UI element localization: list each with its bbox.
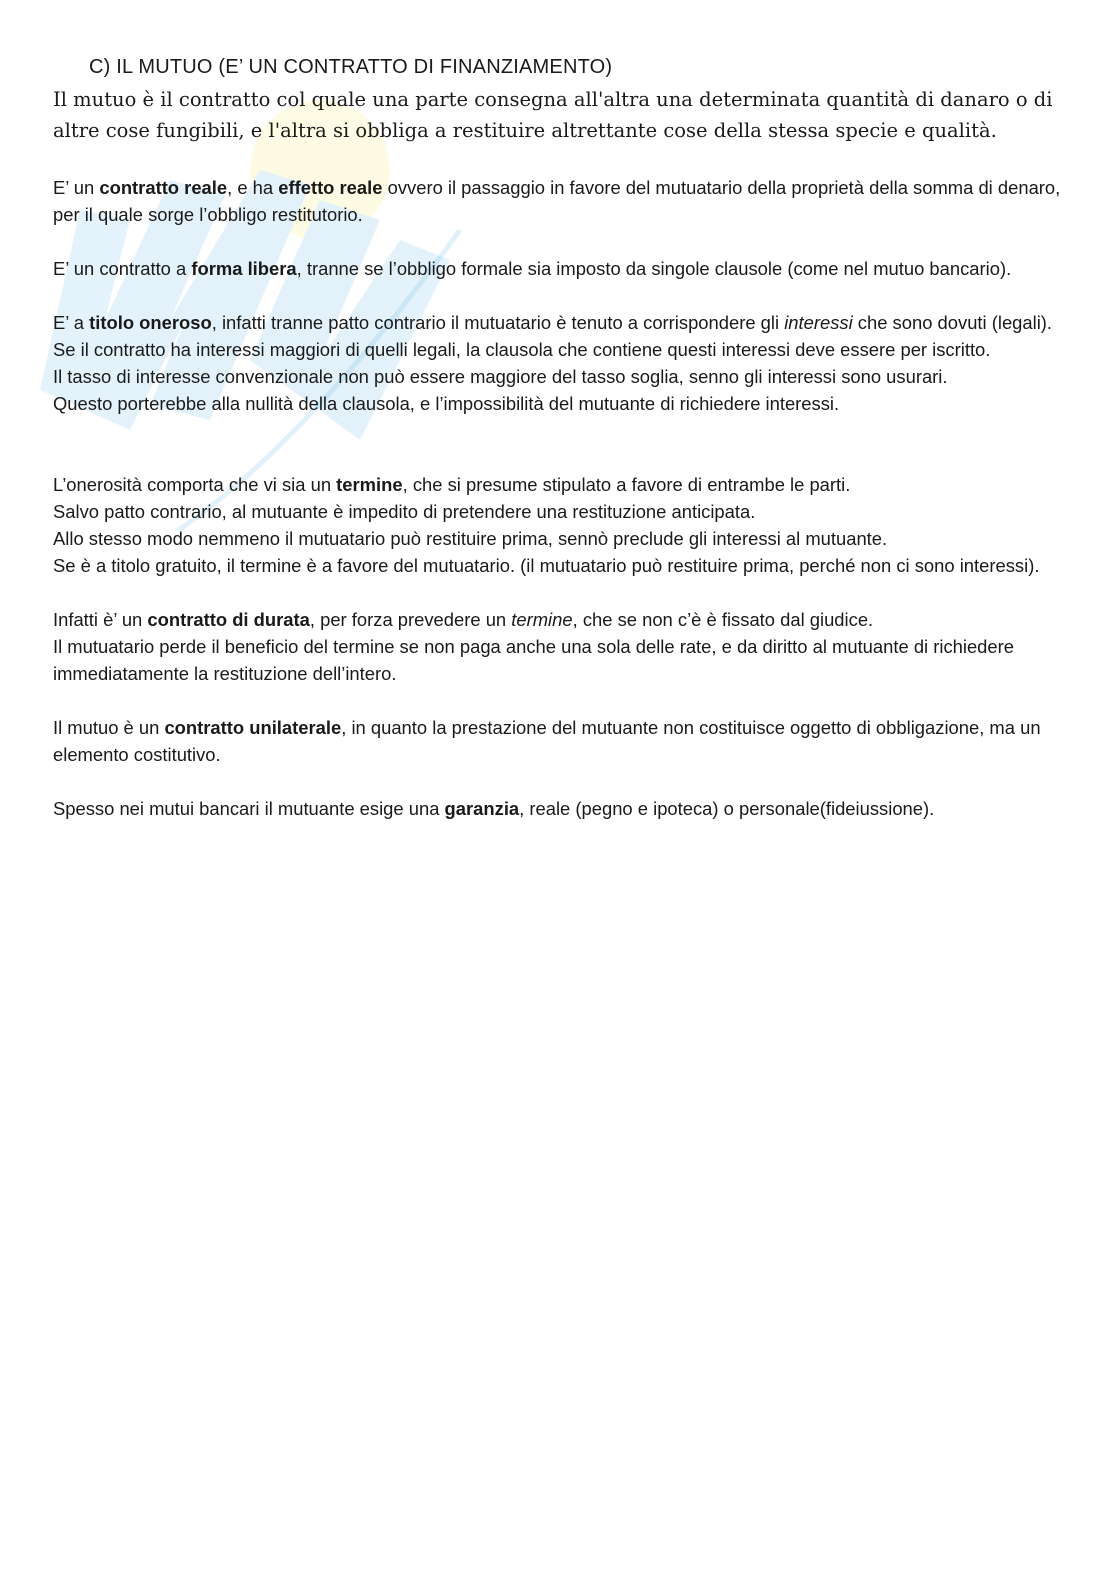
paragraph-garanzia <box>53 795 1063 822</box>
paragraph-line <box>53 606 1063 633</box>
bold-term: titolo oneroso <box>89 312 212 333</box>
text-run: L’onerosità comporta che vi sia un <box>53 474 337 495</box>
bold-term: contratto unilaterale <box>164 717 342 738</box>
text-run: , tranne se l’obbligo formale sia imposto da singole clausole (come nel mutuo bancario). <box>296 258 1012 279</box>
text-run: , in quanto la prestazione del mutuante non costituisce oggetto di obbligazione, ma un elemento costitutivo. <box>53 717 1041 765</box>
paragraph-line: Allo stesso modo nemmeno il mutuatario può restituire prima, sennò preclude gli interessi al mutuante. <box>53 528 888 549</box>
paragraph-contratto-durata <box>53 606 1063 687</box>
italic-term: termine <box>511 609 573 630</box>
text-run: , che si presume stipulato a favore di entrambe le parti. <box>402 474 851 495</box>
document-page <box>53 54 1063 849</box>
paragraph-forma-libera <box>53 255 1063 282</box>
bold-term: garanzia <box>444 798 520 819</box>
paragraph-contratto-reale <box>53 174 1063 228</box>
paragraph-line: Se il contratto ha interessi maggiori di quelli legali, la clausola che contiene questi interessi deve essere per iscritto. <box>53 339 991 360</box>
paragraph-contratto-unilaterale <box>53 714 1063 768</box>
paragraph-line: Se è a titolo gratuito, il termine è a favore del mutuatario. (il mutuatario può restituire prima, perché non ci sono interessi). <box>53 555 1040 576</box>
text-run: Spesso nei mutui bancari il mutuante esige una <box>53 798 445 819</box>
bold-term: effetto reale <box>278 177 383 198</box>
section-heading: C) IL MUTUO (E’ UN CONTRATTO DI FINANZIAMENTO) <box>89 56 613 78</box>
text-run: che sono dovuti (legali). <box>852 312 1053 333</box>
text-run: , reale (pegno e ipoteca) o personale(fideiussione). <box>519 798 935 819</box>
paragraph-line: Il mutuatario perde il beneficio del termine se non paga anche una sola delle rate, e da diritto al mutuante di richiedere immediatamente la restituzione dell’intero. <box>53 636 1014 684</box>
italic-term: interessi <box>784 312 853 333</box>
text-run: E’ un contratto a <box>53 258 192 279</box>
bold-term: termine <box>336 474 403 495</box>
paragraph-titolo-oneroso <box>53 309 1063 417</box>
text-run: E’ a <box>53 312 90 333</box>
paragraph-line: Il tasso di interesse convenzionale non può essere maggiore del tasso soglia, senno gli interessi sono usurari. <box>53 366 948 387</box>
paragraph-line: Salvo patto contrario, al mutuante è impedito di pretendere una restituzione anticipata. <box>53 501 756 522</box>
paragraph-line: Questo porterebbe alla nullità della clausola, e l’impossibilità del mutuante di richiedere interessi. <box>53 393 840 414</box>
text-run: E’ un <box>53 177 100 198</box>
paragraph-termine <box>53 471 1063 579</box>
text-run: , che se non c’è è fissato dal giudice. <box>572 609 874 630</box>
intro-definition: Il mutuo è il contratto col quale una parte consegna all'altra una determinata quantità di danaro o di altre cose fungibili, e l'altra si obbliga a restituire altrettante cose della stessa specie e qualità. <box>53 88 1053 142</box>
bold-term: contratto di durata <box>147 609 310 630</box>
text-run: Il mutuo è un <box>53 717 165 738</box>
text-run: ovvero il passaggio in favore del mutuatario della proprietà della somma di denaro, per il quale sorge l’obbligo restitutorio. <box>53 177 1061 225</box>
text-run: , per forza prevedere un <box>309 609 512 630</box>
bold-term: contratto reale <box>99 177 228 198</box>
text-run: , e ha <box>227 177 279 198</box>
text-run: , infatti tranne patto contrario il mutuatario è tenuto a corrispondere gli <box>211 312 785 333</box>
bold-term: forma libera <box>191 258 297 279</box>
paragraph-line <box>53 471 1063 498</box>
text-run: Infatti è’ un <box>53 609 148 630</box>
paragraph-line <box>53 309 1063 336</box>
